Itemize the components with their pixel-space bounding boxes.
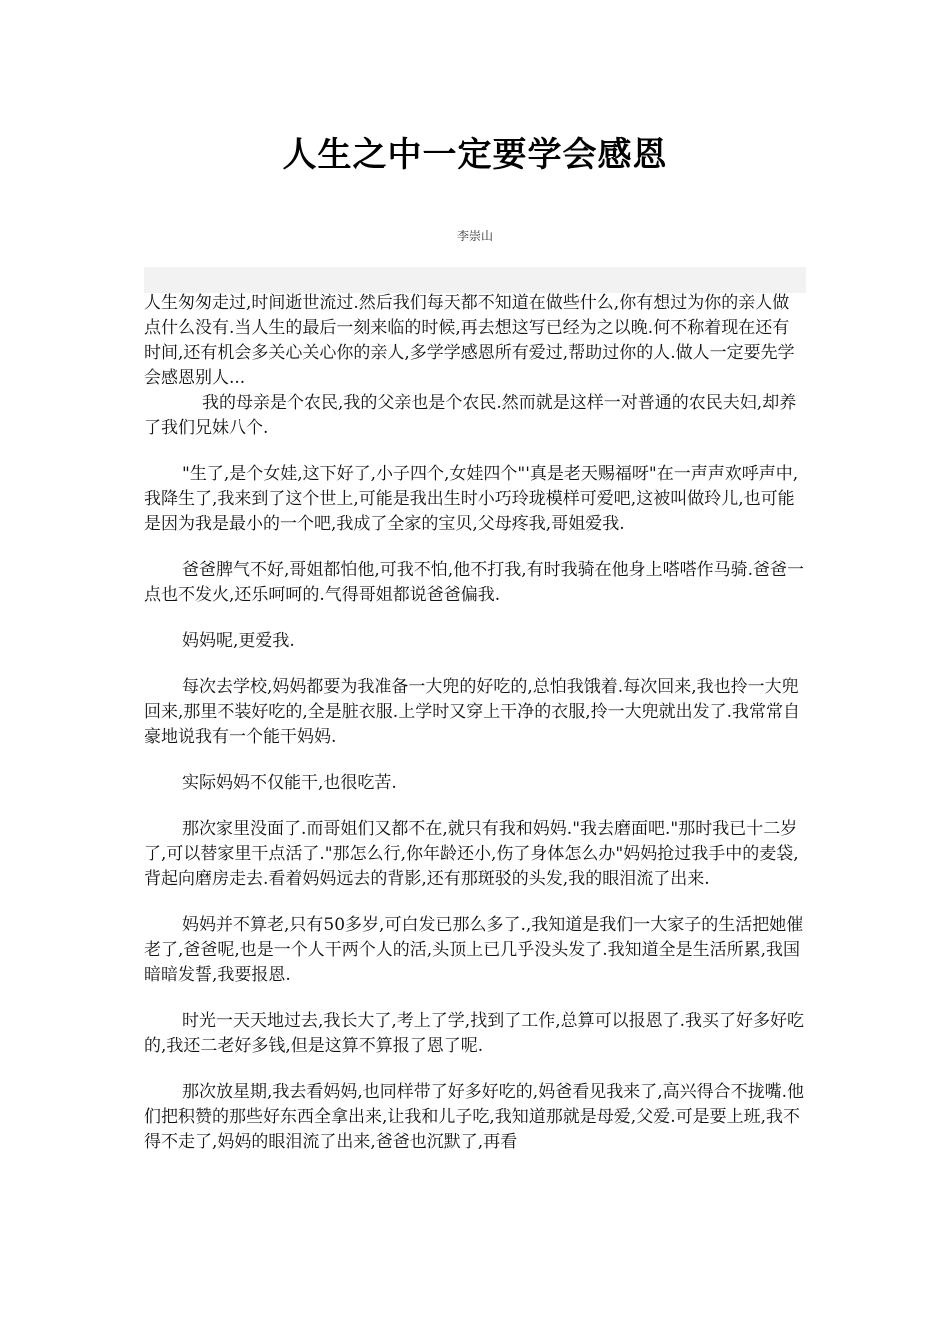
paragraph-intro: 人生匆匆走过,时间逝世流过.然后我们每天都不知道在做些什么,你有想过为你的亲人做点什么没有.当人生的最后一刻来临的时候,再去想这写已经为之以晚.何不称着现在还有时间,还有机会多关心关心你的亲人,多学学感恩所有爱过,帮助过你的人.做人一定要先学会感恩别人...	[144, 293, 795, 388]
paragraph: 爸爸脾气不好,哥姐都怕他,可我不怕,他不打我,有时我骑在他身上嗒嗒作马骑.爸爸一点也不发火,还乐呵呵的.气得哥姐都说爸爸偏我.	[144, 560, 805, 605]
paragraph: 每次去学校,妈妈都要为我准备一大兜的好吃的,总怕我饿着.每次回来,我也拎一大兜回来,那里不装好吃的,全是脏衣服.上学时又穿上干净的衣服,拎一大兜就出发了.我常常自豪地说我有一个能干妈妈.	[144, 677, 801, 747]
article-body	[144, 291, 806, 1176]
paragraph: 那次家里没面了.而哥姐们又都不在,就只有我和妈妈."我去磨面吧."那时我已十二岁了,可以替家里干点活了."那怎么行,你年龄还小,伤了身体怎么办"妈妈抢过我手中的麦袋,背起向磨房走去.看着妈妈远去的背影,还有那斑驳的头发,我的眼泪流了出来.	[144, 819, 799, 889]
paragraph: 那次放星期,我去看妈妈,也同样带了好多好吃的,妈爸看见我来了,高兴得合不拢嘴.他们把积赞的那些好东西全拿出来,让我和儿子吃,我知道那就是母爱,父爱.可是要上班,我不得不走了,妈妈的眼泪流了出来,爸爸也沉默了,再看	[144, 1082, 805, 1152]
paragraph: 时光一天天地过去,我长大了,考上了学,找到了工作,总算可以报恩了.我买了好多好吃的,我还二老好多钱,但是这算不算报了恩了呢.	[144, 1011, 805, 1056]
paragraph: 我的母亲是个农民,我的父亲也是个农民.然而就是这样一对普通的农民夫妇,却养了我们兄妹八个.	[144, 393, 797, 438]
document-title: 人生之中一定要学会感恩	[282, 135, 668, 175]
paragraph: 妈妈呢,更爱我.	[182, 631, 295, 651]
paragraph: 妈妈并不算老,只有50多岁,可白发已那么多了.,我知道是我们一大家子的生活把她催老了,爸爸呢,也是一个人干两个人的活,头顶上已几乎没头发了.我知道全是生活所累,我国暗暗发誓,我要报恩.	[144, 915, 804, 985]
paragraph: 实际妈妈不仅能干,也很吃苦.	[182, 773, 397, 793]
paragraph: "生了,是个女娃,这下好了,小子四个,女娃四个"'真是老天赐福呀"在一声声欢呼声中,我降生了,我来到了这个世上,可能是我出生时小巧玲珑模样可爱吧,这被叫做玲儿,也可能是因为我是最小的一个吧,我成了全家的宝贝,父母疼我,哥姐爱我.	[144, 464, 799, 534]
separator-bar	[144, 267, 806, 293]
author-name: 李崇山	[456, 229, 493, 243]
